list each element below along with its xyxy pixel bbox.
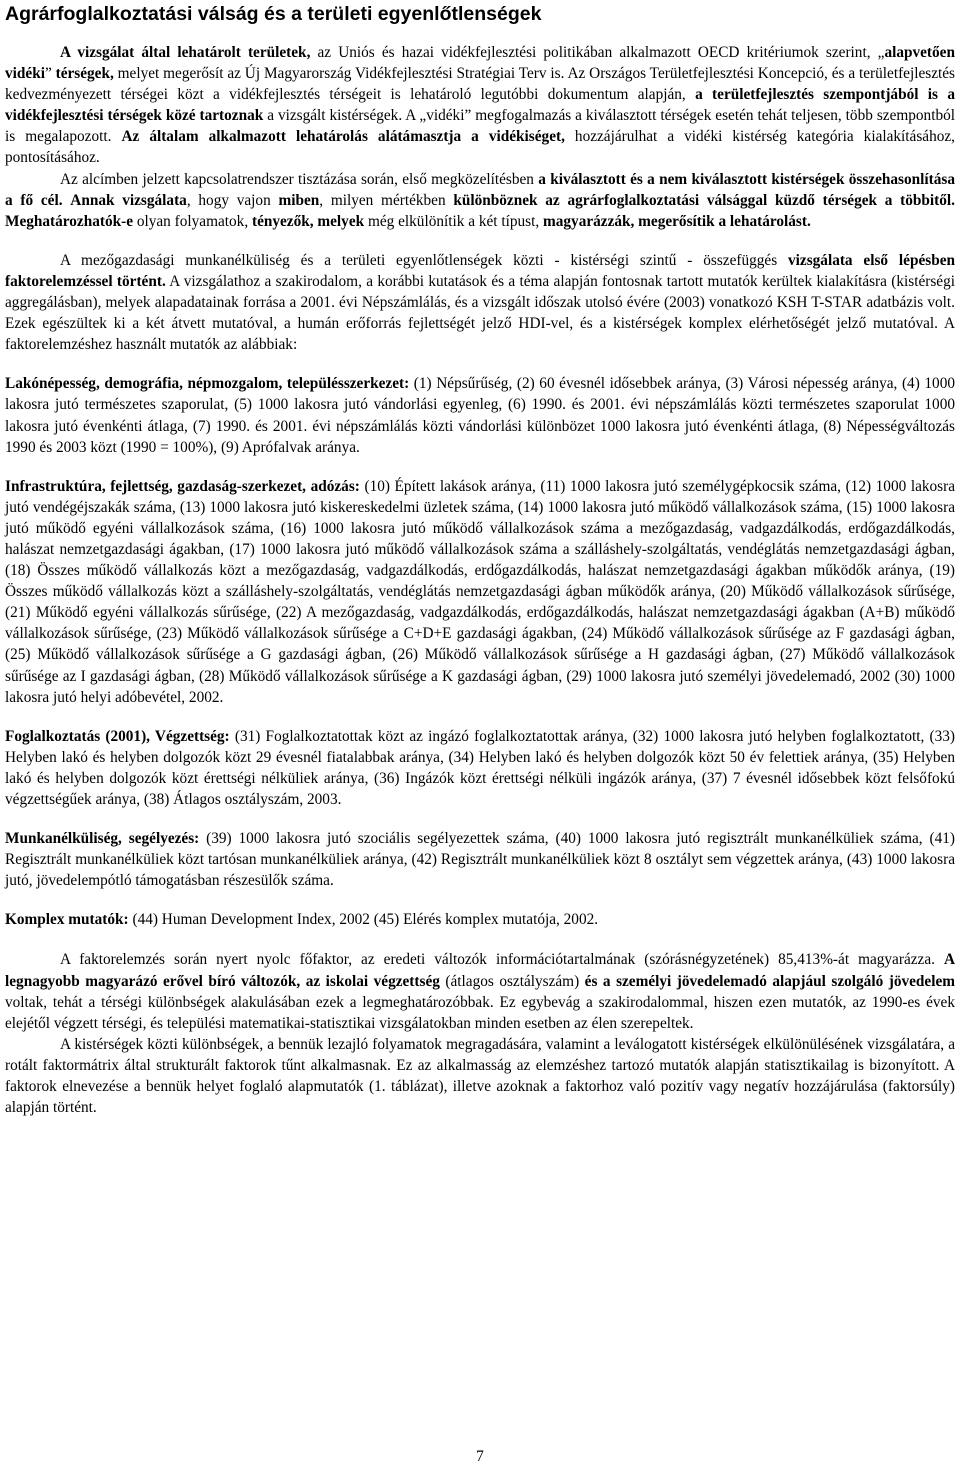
- paragraph: [5, 373, 955, 457]
- body-text: A faktorelemzés során nyert nyolc főfaktor, az eredeti változók információtartalmának (szórásnégyzetének) 85,413%-át magyarázza.: [60, 951, 944, 969]
- paragraph: [5, 476, 955, 708]
- bold-text: Lakónépesség, demográfia, népmozgalom, településszerkezet:: [5, 375, 410, 393]
- paragraph: [5, 250, 955, 355]
- paragraph: [5, 726, 955, 810]
- body-text: A kistérségek közti különbségek, a bennük lezajló folyamatok megragadására, valamint a leválogatott kistérségek elkülönülésének vizsgálatára, a rotált faktormátrix által strukturált faktorok tűnt alkalmasnak. Ez az alkalmasság az elemzéshez tartozó mutatók alapján statisztikailag is bizonyított. A faktorok elnevezése a bennük helyet foglaló alapmutatók (1. táblázat), illetve azoknak a faktorhoz való pozitív vagy negatív hozzájárulása (faktorsúly) alapján történt.: [5, 1035, 955, 1117]
- bold-text: Annak vizsgálata: [70, 191, 187, 209]
- paragraph: [5, 42, 955, 169]
- bold-text: vizsgálata első lépésben faktorelemzéssel történt.: [5, 251, 955, 290]
- bold-text: és a személyi jövedelemadó alapjául szolgáló jövedelem: [584, 972, 955, 990]
- paragraph: [5, 909, 955, 930]
- body-text: melyet megerősít az Új Magyarország Vidékfejlesztési Stratégiai Terv is. Az Országos Területfejlesztési Koncepció, és a területfejlesztés kedvezményezett térségei közt a vidékfejlesztés térségeit is lehatároló legutóbbi dokumentum alapján,: [5, 65, 955, 104]
- bold-text: a kiválasztott és a nem kiválasztott kistérségek összehasonlítása a fő cél.: [5, 170, 955, 209]
- body-text: , hogy vajon: [186, 191, 279, 209]
- bold-text: térségek,: [55, 65, 114, 83]
- body-text: (1) Népsűrűség, (2) 60 évesnél idősebbek aránya, (3) Városi népesség aránya, (4) 1000 lakosra jutó természetes szaporulat, (5) 1000 lakosra jutó vándorlási egyenleg, (6) 1990. és 2001. évi népszámlálás közti természetes szaporulat 1000 lakosra jutó évenkénti átlaga, (7) 1990. és 2001. évi népszámlálás közti vándorlási különbözet 1000 lakosra jutó évenkénti átlaga, (8) Népességváltozás 1990 és 2003 közt (1990 = 100%), (9) Aprófalvak aránya.: [5, 375, 955, 456]
- bold-text: Meghatározhatók-e: [5, 212, 134, 230]
- bold-text: Komplex mutatók:: [5, 911, 129, 929]
- body-text: (átlagos osztályszám): [439, 972, 585, 990]
- body-text: még elkülönítik a két típust,: [364, 212, 543, 230]
- body-text: az Uniós és hazai vidékfejlesztési politikában alkalmazott OECD kritériumok szerint, „: [310, 44, 885, 61]
- body-text: (39) 1000 lakosra jutó szociális segélyezettek száma, (40) 1000 lakosra jutó regisztrált munkanélküliek száma, (41) Regisztrált munkanélküliek közt tartósan munkanélküliek aránya, (42) Regisztrált munkanélküliek közt 8 osztályt sem végzettek aránya, (43) 1000 lakosra jutó, jövedelempótló támogatásban részesülők száma.: [5, 830, 955, 890]
- bold-text: tényezők, melyek: [251, 212, 365, 230]
- bold-text: Munkanélküliség, segélyezés:: [5, 830, 200, 848]
- body-text: ”: [44, 65, 56, 83]
- body-text: A vizsgálathoz a szakirodalom, a korábbi kutatások és a téma alapján fontosnak tartott mutatók kerültek kialakításra (kistérségi aggregálásban), melyek alapadatainak forrása a 2001. évi Népszámlálás, és a vizsgált időszak utolsó évére (2003) vonatkozó KSH T-STAR adatbázis volt. Ezek egészültek ki a két átvett mutatóval, a humán erőforrás fejlettségét jelző HDI-vel, és a kistérségek komplex elérhetőségét jelző mutatóval. A faktorelemzéshez használt mutatók az alábbiak:: [5, 272, 955, 354]
- body-text: (10) Épített lakások aránya, (11) 1000 lakosra jutó személygépkocsik száma, (12) 1000 lakosra jutó vendégéjszakák száma, (13) 1000 lakosra jutó kiskereskedelmi üzletek száma, (14) 1000 lakosra jutó működő vállalkozások száma, (15) 1000 lakosra jutó működő egyéni vállalkozások száma, (16) 1000 lakosra jutó működő vállalkozások száma a mezőgazdaság, vadgazdálkodás, erdőgazdálkodás, halászat nemzetgazdasági ágakban, (17) 1000 lakosra jutó működő vállalkozások száma a szálláshely-szolgáltatás, vendéglátás nemzetgazdasági ágban, (18) Összes működő vállalkozás közt a mezőgazdaság, vadgazdálkodás, erdőgazdálkodás, halászat nemzetgazdasági ágakban működők aránya, (19) Összes működő vállalkozás közt a szálláshely-szolgáltatás, vendéglátás nemzetgazdasági ágban működők aránya, (20) Működő vállalkozások sűrűsége, (21) Működő egyéni vállalkozás sűrűsége, (22) A mezőgazdaság, vadgazdálkodás, erdőgazdálkodás, halászat nemzetgazdasági ágakban (A+B) működő vállalkozások sűrűsége, (23) Működő vállalkozások sűrűsége a C+D+E gazdasági ágakban, (24) Működő vállalkozások sűrűsége az F gazdasági ágban, (25) Működő vállalkozások sűrűsége a G gazdasági ágban, (26) Működő vállalkozások sűrűsége a H gazdasági ágban, (27) Működő vállalkozások sűrűsége az I gazdasági ágban, (28) Működő vállalkozások sűrűsége a K gazdasági ágban, (29) 1000 lakosra jutó személyi jövedelemadó, 2002 (30) 1000 lakosra jutó helyi adóbevétel, 2002.: [5, 477, 956, 706]
- page-title: Agrárfoglalkoztatási válság és a területi egyenlőtlenségek: [5, 3, 542, 25]
- body-text: voltak, tehát a térségi különbségek alakulásában ezek a legmeghatározóbbak. Ez egybevág a szakirodalommal, hiszen ezen mutatók, az 1990-es évek elejétől végzett térségi, és települési matematikai-statisztikai vizsgálatokban minden esetben az élen szerepeltek.: [5, 993, 955, 1032]
- bold-text: A vizsgálat által lehatárolt területek,: [60, 44, 311, 61]
- bold-text: Infrastruktúra, fejlettség, gazdaság-szerkezet, adózás:: [5, 477, 360, 495]
- body-text: Az alcímben jelzett kapcsolatrendszer tisztázása során, első megközelítésben: [60, 170, 539, 188]
- body-text: a vizsgált kistérségek. A „vidéki” megfogalmazás a kiválasztott térségek esetén tehát teljesen, több szempontból is megalapozott.: [5, 107, 956, 146]
- document-body: [5, 42, 955, 1118]
- bold-text: különböznek az agrárfoglalkoztatási válsággal küzdő térségek a többitől.: [453, 191, 955, 209]
- paragraph: [5, 828, 955, 891]
- page-number: 7: [476, 1448, 484, 1465]
- paragraph: [5, 1034, 955, 1118]
- bold-text: a területfejlesztés szempontjából is a vidékfejlesztési térségek közé tartoznak: [5, 86, 955, 125]
- bold-text: Foglalkoztatás (2001), Végzettség:: [5, 727, 230, 745]
- bold-text: magyarázzák, megerősítik a lehatárolást.: [543, 212, 811, 230]
- body-text: (31) Foglalkoztatottak közt az ingázó foglalkoztatottak aránya, (32) 1000 lakosra jutó helyben foglalkoztatott, (33) Helyben lakó és helyben dolgozók közt 29 évesnél fiatalabbak aránya, (34) Helyben lakó és helyben dolgozók közt 50 év felettiek aránya, (35) Helyben lakó és helyben dolgozók közt érettségi nélküliek aránya, (36) Ingázók közt érettségi nélküli ingázók aránya, (37) 7 évesnél idősebbek közt felsőfokú végzettségűek aránya, (38) Átlagos osztályszám, 2003.: [5, 727, 955, 808]
- paragraph: [5, 949, 955, 1033]
- body-text: , milyen mértékben: [319, 191, 454, 209]
- paragraph: [5, 169, 955, 232]
- bold-text: miben: [278, 191, 320, 209]
- body-text: (44) Human Development Index, 2002 (45) Elérés komplex mutatója, 2002.: [128, 911, 599, 929]
- bold-text: A legnagyobb magyarázó erővel bíró változók, az iskolai végzettség: [5, 951, 955, 990]
- body-text: A mezőgazdasági munkanélküliség és a területi egyenlőtlenségek közti - kistérségi szintű - összefüggés: [60, 251, 788, 269]
- bold-text: Az általam alkalmazott lehatárolás alátámasztja a vidékiséget,: [121, 128, 565, 146]
- body-text: olyan folyamatok,: [133, 212, 252, 230]
- bold-text: alapvetően vidéki: [5, 44, 955, 83]
- body-text: hozzájárulhat a vidéki kistérség kategória kialakításához, pontosításához.: [5, 128, 956, 167]
